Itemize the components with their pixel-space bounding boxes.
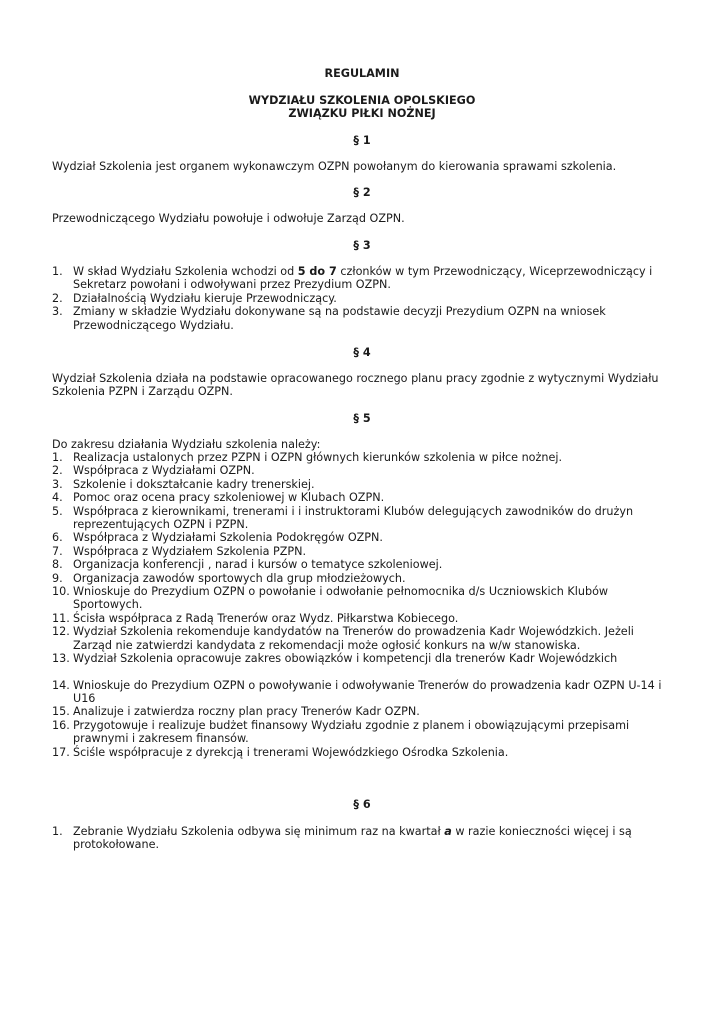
list-item <box>52 746 672 759</box>
list-item-text: Współpraca z Wydziałami Szkolenia Podokręgów OZPN. <box>73 531 383 545</box>
list-item-text: w razie konieczności więcej i są protokołowane. <box>73 825 632 852</box>
list-item-text: Analizuje i zatwierdza roczny plan pracy Trenerów Kadr OZPN. <box>73 705 420 719</box>
list-item-number: 1. <box>52 825 63 838</box>
list-item-text: Organizacja konferencji , narad i kursów o tematyce szkoleniowej. <box>73 558 443 572</box>
list-item-number: 4. <box>52 491 63 505</box>
list-item-text: Działalnością Wydziału kieruje Przewodniczący. <box>73 291 337 305</box>
list-item-text: Współpraca z Wydziałami OZPN. <box>73 464 255 478</box>
list-item <box>52 531 672 544</box>
section-1-text: Wydział Szkolenia jest organem wykonawczym OZPN powołanym do kierowania sprawami szkolenia. <box>52 160 617 173</box>
list-item-text: Zmiany w składzie Wydziału dokonywane są na podstawie decyzji Prezydium OZPN na wniosek Przewodniczącego Wydziału. <box>73 305 606 332</box>
list-item-number: 11. <box>52 611 70 625</box>
list-item-number: 15. <box>52 705 70 719</box>
list-item-number: 17. <box>52 745 70 759</box>
list-item-bold-text: 5 do 7 <box>297 265 337 278</box>
list-item-text: Przygotowuje i realizuje budżet finansowy Wydziału zgodnie z planem i obowiązującymi przepisami prawnymi i zakresem finansów. <box>73 718 630 746</box>
section-4-text: Wydział Szkolenia działa na podstawie opracowanego rocznego planu pracy zgodnie z wytycznymi Wydziału Szkolenia PZPN i Zarządu OZPN. <box>52 372 659 399</box>
list-item-number: 9. <box>52 571 63 585</box>
list-item-number: 2. <box>52 291 63 305</box>
list-item-text: Wnioskuje do Prezydium OZPN o powoływanie i odwoływanie Trenerów do prowadzenia kadr OZPN U-14 i U16 <box>73 678 662 705</box>
list-item <box>52 505 672 532</box>
list-item-number: 5. <box>52 504 63 518</box>
list-item <box>52 545 672 558</box>
document-title: REGULAMIN <box>324 67 400 80</box>
list-item <box>52 612 672 625</box>
list-item-text: Organizacja zawodów sportowych dla grup młodzieżowych. <box>73 571 406 585</box>
list-item <box>52 625 672 652</box>
list-item-number: 1. <box>52 265 63 278</box>
section-6-heading: § 6 <box>353 798 371 811</box>
section-1-heading: § 1 <box>353 134 371 147</box>
list-item <box>52 572 672 585</box>
list-item <box>52 451 672 464</box>
list-item-text: Zebranie Wydziału Szkolenia odbywa się minimum raz na kwartał <box>73 825 445 838</box>
list-item-text: Ścisła współpraca z Radą Trenerów oraz Wydz. Piłkarstwa Kobiecego. <box>73 611 459 625</box>
section-4-heading: § 4 <box>353 346 371 359</box>
list-item-number: 6. <box>52 531 63 545</box>
list-item <box>52 679 672 706</box>
list-item-text: Wydział Szkolenia opracowuje zakres obowiązków i kompetencji dla trenerów Kadr Wojewódzkich <box>73 652 618 666</box>
list-item-text: Wnioskuje do Prezydium OZPN o powołanie i odwołanie pełnomocnika d/s Uczniowskich Klubów Sportowych. <box>73 585 609 612</box>
list-item-text: członków w tym Przewodniczący, Wiceprzewodniczący i Sekretarz powołani i odwoływani przez Prezydium OZPN. <box>73 265 653 292</box>
list-item-text: Ściśle współpracuje z dyrekcją i trenerami Wojewódzkiego Ośrodka Szkolenia. <box>73 745 509 759</box>
list-item <box>52 305 672 332</box>
section-5-list <box>52 451 672 759</box>
list-item <box>52 705 672 718</box>
section-2-text: Przewodniczącego Wydziału powołuje i odwołuje Zarząd OZPN. <box>52 212 405 225</box>
list-item-number: 8. <box>52 558 63 572</box>
list-item <box>52 558 672 571</box>
list-item-text: Realizacja ustalonych przez PZPN i OZPN głównych kierunków szkolenia w piłce nożnej. <box>73 451 563 464</box>
list-item-number: 10. <box>52 585 70 599</box>
list-item <box>52 719 672 746</box>
list-item-number: 7. <box>52 544 63 558</box>
list-item-number: 16. <box>52 718 70 732</box>
list-item <box>52 585 672 612</box>
list-item-text: Pomoc oraz ocena pracy szkoleniowej w Klubach OZPN. <box>73 491 385 505</box>
section-5-intro: Do zakresu działania Wydziału szkolenia należy: <box>52 438 321 451</box>
list-item <box>52 464 672 477</box>
list-item-number: 2. <box>52 464 63 478</box>
list-item-number: 3. <box>52 477 63 491</box>
list-item-number: 1. <box>52 451 63 464</box>
section-3-heading: § 3 <box>353 239 371 252</box>
list-item <box>52 825 672 852</box>
list-item-number: 14. <box>52 678 70 692</box>
list-item-number: 3. <box>52 305 63 319</box>
list-item-text: Współpraca z Wydziałem Szkolenia PZPN. <box>73 544 307 558</box>
document-subtitle-line-1: WYDZIAŁU SZKOLENIA OPOLSKIEGO <box>248 94 476 107</box>
list-item-bold-text: a <box>444 825 452 838</box>
list-item <box>52 652 672 665</box>
list-item-number: 12. <box>52 625 70 639</box>
list-item <box>52 491 672 504</box>
document-subtitle-line-2: ZWIĄZKU PIŁKI NOŻNEJ <box>288 107 436 120</box>
section-6-list <box>52 825 672 852</box>
list-item <box>52 265 672 292</box>
section-2-heading: § 2 <box>353 186 371 199</box>
list-item-text: W skład Wydziału Szkolenia wchodzi od <box>73 265 298 278</box>
section-3-list <box>52 265 672 332</box>
list-item-text: Szkolenie i dokształcanie kadry trenerskiej. <box>73 477 315 491</box>
list-item-text: Wydział Szkolenia rekomenduje kandydatów na Trenerów do prowadzenia Kadr Wojewódzkich. Jeżeli Zarząd nie zatwierdzi kandydata z rekomendacji może ogłosić konkurs na w/w stanowiska. <box>73 625 634 652</box>
list-item-number: 13. <box>52 652 70 666</box>
list-item <box>52 292 672 305</box>
section-5-heading: § 5 <box>353 412 371 425</box>
list-item-text: Współpraca z kierownikami, trenerami i i instruktorami Klubów delegujących zawodników do drużyn reprezentujących OZPN i PZPN. <box>73 504 634 532</box>
list-item <box>52 478 672 491</box>
